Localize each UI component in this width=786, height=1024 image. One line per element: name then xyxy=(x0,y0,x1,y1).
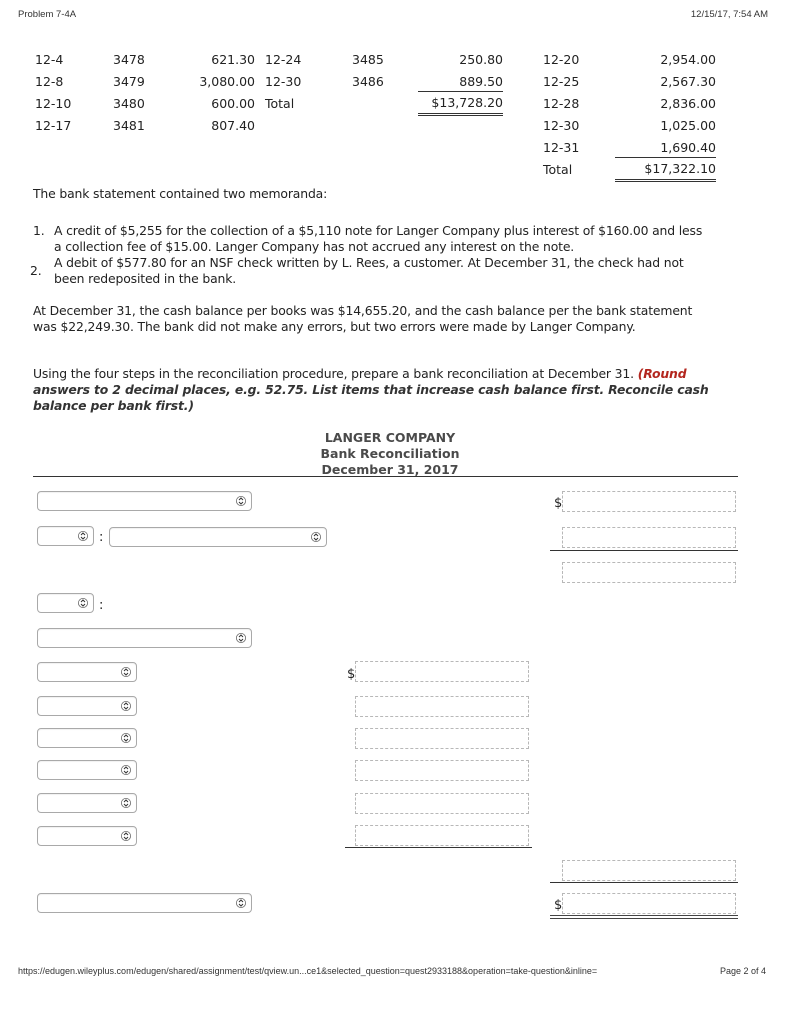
reconciliation-adjustment-select-5[interactable] xyxy=(37,793,137,813)
total-rule xyxy=(550,882,738,883)
reconciliation-line-2-item-select[interactable] xyxy=(109,527,327,547)
adjustments-rule xyxy=(345,847,532,848)
checks-col1-dates: 12-4 12-8 12-10 12-17 xyxy=(35,52,72,133)
currency-symbol: $ xyxy=(554,898,563,913)
colon-separator: : xyxy=(99,598,104,613)
deposits-total-label: Total xyxy=(543,162,573,177)
updown-chevron-icon xyxy=(78,530,88,542)
updown-chevron-icon xyxy=(121,830,131,842)
footer-page-number: Page 2 of 4 xyxy=(719,966,766,976)
reconciliation-adjustments-total[interactable] xyxy=(562,860,736,881)
updown-chevron-icon xyxy=(78,597,88,609)
reconciliation-adjustment-amount-6[interactable] xyxy=(355,825,529,846)
reconciliation-adjustment-amount-4[interactable] xyxy=(355,760,529,781)
reconciliation-adjusted-balance-select[interactable] xyxy=(37,893,252,913)
checks-col2-numbers: 3485 3486 xyxy=(352,52,384,89)
final-double-rule xyxy=(550,915,738,919)
checks-total-label: Total xyxy=(265,96,295,111)
updown-chevron-icon xyxy=(236,897,246,909)
checks-col2-amounts: 250.80 889.50 $13,728.20 xyxy=(418,49,503,116)
reconciliation-adjustment-amount-5[interactable] xyxy=(355,793,529,814)
reconciliation-adjustment-select-1[interactable] xyxy=(37,662,137,682)
checks-col2-dates: 12-24 12-30 Total xyxy=(265,49,301,115)
reconciliation-adjustment-amount-3[interactable] xyxy=(355,728,529,749)
checks-col1-amounts: 621.30 3,080.00 600.00 807.40 xyxy=(199,52,255,133)
subtotal-rule xyxy=(550,550,738,551)
reconciliation-line-3-amount[interactable] xyxy=(562,562,736,583)
heading-rule xyxy=(33,476,738,477)
company-name: LANGER COMPANY xyxy=(324,430,456,445)
currency-symbol: $ xyxy=(554,496,563,511)
reconciliation-line-5-select[interactable] xyxy=(37,628,252,648)
checks-total: $13,728.20 xyxy=(418,92,503,116)
balances-paragraph: At December 31, the cash balance per books was $14,655.20, and the cash balance per the bank statement was $22,249.30. The bank did not make any errors, but two errors were made by Langer Company. xyxy=(33,303,693,334)
deposits-amounts: 2,954.00 2,567.30 2,836.00 1,025.00 1,690.40 $17,322.10 xyxy=(615,49,716,182)
reconciliation-line-2-type-select[interactable] xyxy=(37,526,94,546)
updown-chevron-icon xyxy=(121,732,131,744)
reconciliation-adjustment-select-4[interactable] xyxy=(37,760,137,780)
statement-title: Bank Reconciliation xyxy=(320,446,460,461)
print-header-datetime: 12/15/17, 7:54 AM xyxy=(690,9,768,20)
memo-item-2: 2. A debit of $577.80 for an NSF check written by L. Rees, a customer. At December 31, the check had not been redeposited in the bank. xyxy=(30,255,684,286)
reconciliation-adjustment-amount-1[interactable] xyxy=(355,661,529,682)
print-header-title: Problem 7-4A xyxy=(18,9,77,20)
updown-chevron-icon xyxy=(236,632,246,644)
updown-chevron-icon xyxy=(121,666,131,678)
reconciliation-adjustment-select-6[interactable] xyxy=(37,826,137,846)
currency-symbol: $ xyxy=(347,667,356,682)
reconciliation-adjustment-select-2[interactable] xyxy=(37,696,137,716)
updown-chevron-icon xyxy=(236,495,246,507)
instructions: Using the four steps in the reconciliation procedure, prepare a bank reconciliation at December 31. (Round answers to 2 decimal places, e.g. 52.75. List items that increase cash balance first. Reconcile cash balance per bank first.) xyxy=(33,366,709,413)
updown-chevron-icon xyxy=(121,700,131,712)
footer-url: https://edugen.wileyplus.com/edugen/shared/assignment/test/qview.un...ce1&selected_question=quest2933188&operation=take-question&inline= xyxy=(18,966,598,976)
reconciliation-adjustment-select-3[interactable] xyxy=(37,728,137,748)
reconciliation-adjusted-balance-amount[interactable] xyxy=(562,893,736,914)
updown-chevron-icon xyxy=(311,531,321,543)
deposits-dates: 12-20 12-25 12-28 12-30 12-31 Total xyxy=(543,49,579,181)
statement-date: December 31, 2017 xyxy=(321,462,459,477)
colon-separator: : xyxy=(99,530,104,545)
checks-col1-numbers: 3478 3479 3480 3481 xyxy=(113,52,145,133)
reconciliation-line-2-amount[interactable] xyxy=(562,527,736,548)
reconciliation-heading xyxy=(280,430,500,478)
reconciliation-line-1-amount[interactable] xyxy=(562,491,736,512)
memoranda-intro: The bank statement contained two memoranda: xyxy=(33,186,328,201)
reconciliation-adjustment-amount-2[interactable] xyxy=(355,696,529,717)
deposits-total: $17,322.10 xyxy=(615,158,716,182)
updown-chevron-icon xyxy=(121,764,131,776)
reconciliation-line-1-select[interactable] xyxy=(37,491,252,511)
updown-chevron-icon xyxy=(121,797,131,809)
reconciliation-line-4-type-select[interactable] xyxy=(37,593,94,613)
memo-item-1: 1. A credit of $5,255 for the collection of a $5,110 note for Langer Company plus interest of $160.00 and less a collection fee of $15.00. Langer Company has not accrued any interest on the note. xyxy=(33,223,703,254)
